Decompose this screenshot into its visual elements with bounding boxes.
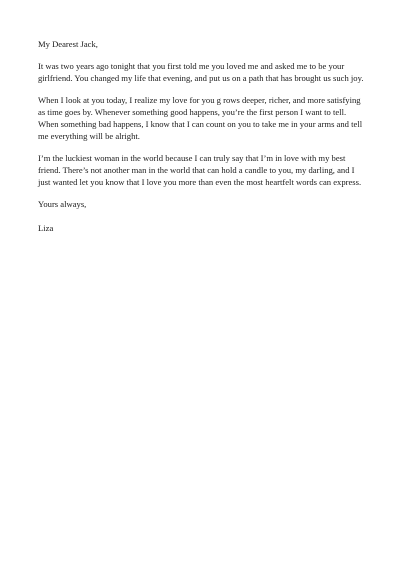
letter-paragraph-2: When I look at you today, I realize my love for you g rows deeper, richer, and more satisfying as time goes by. Whenever something good happens, you’re the first person I want to tell. When something bad happens, I know that I can count on you to take me in your arms and tell me everything will be alright. xyxy=(38,95,363,141)
letter-signature: Liza xyxy=(38,223,54,233)
letter-closing: Yours always, xyxy=(38,199,87,209)
letter-paragraph-3: I’m the luckiest woman in the world because I can truly say that I’m in love with my best friend. There’s not another man in the world that can hold a candle to you, my darling, and I just wanted let you know that I love you more than even the most heartfelt words can express. xyxy=(38,153,362,187)
letter-greeting: My Dearest Jack, xyxy=(38,39,98,49)
letter-paragraph-1: It was two years ago tonight that you first told me you loved me and asked me to be your girlfriend. You changed my life that evening, and put us on a path that has brought us such joy. xyxy=(38,61,364,83)
letter-body xyxy=(38,38,368,244)
